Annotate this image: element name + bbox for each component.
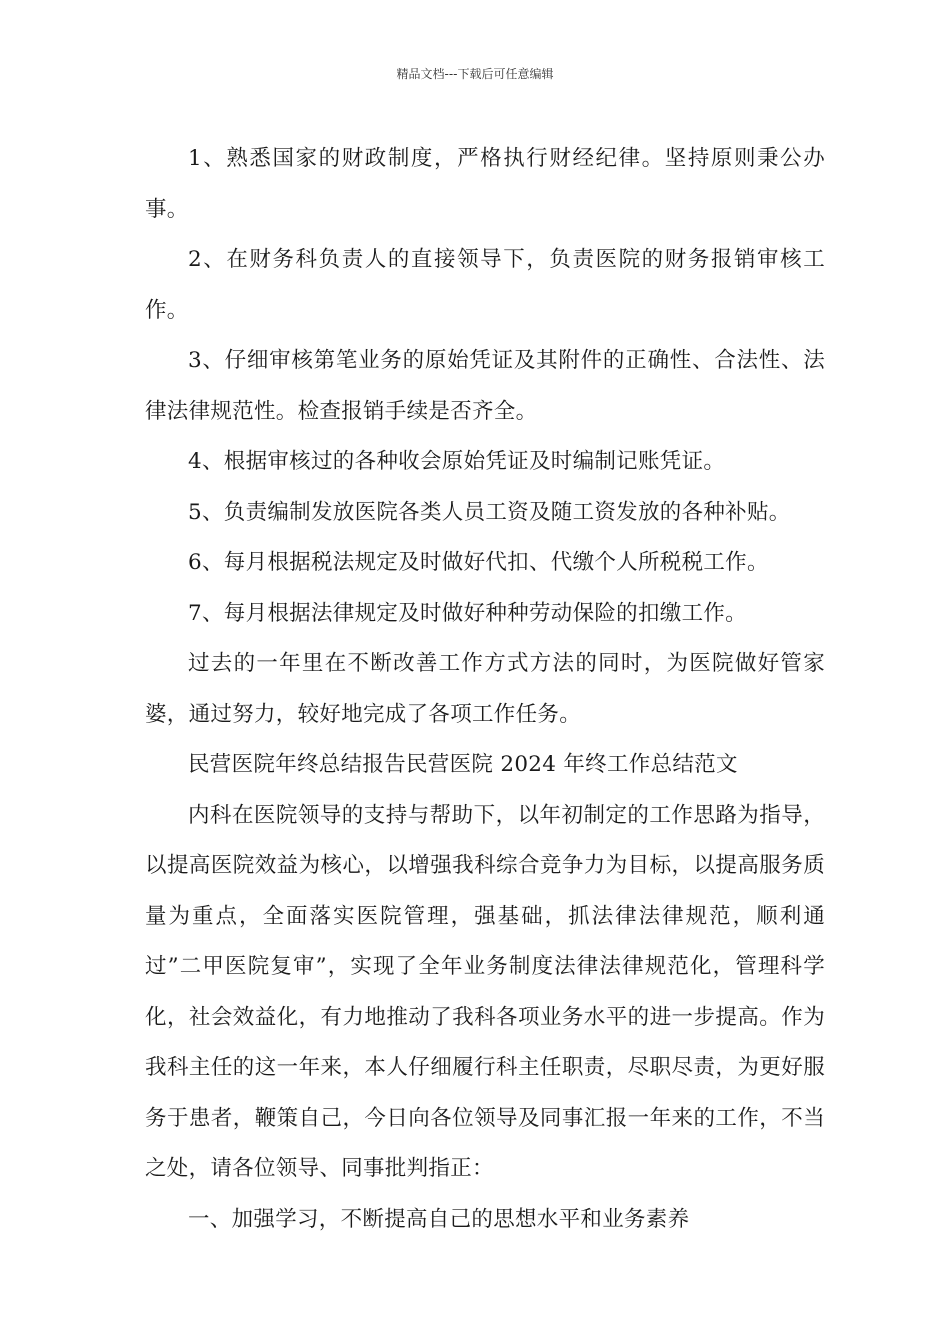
paragraph-duty-7: 7、每月根据法律规定及时做好种种劳动保险的扣缴工作。: [188, 600, 747, 626]
paragraph-duty-5: 5、负责编制发放医院各类人员工资及随工资发放的各种补贴。: [188, 499, 791, 525]
page-header: 精品文档---下载后可任意编辑: [396, 67, 554, 81]
paragraph-intro: 内科在医院领导的支持与帮助下，以年初制定的工作思路为指导，以提高医院效益为核心，以增强我科综合竞争力为目标，以提高服务质量为重点，全面落实医院管理，强基础，抓法律法律规范，顺利通过”二甲医院复审”，实现了全年业务制度法律法律规范化，管理科学化，社会效益化，有力地推动了我科各项业务水平的进一步提高。作为我科主任的这一年来，本人仔细履行科主任职责，尽职尽责，为更好服务于患者，鞭策自己，今日向各位领导及同事汇报一年来的工作，不当之处，请各位领导、同事批判指正：: [145, 802, 825, 1181]
paragraph-duty-6: 6、每月根据税法规定及时做好代扣、代缴个人所税税工作。: [188, 550, 769, 575]
paragraph-summary: 过去的一年里在不断改善工作方式方法的同时，为医院做好管家婆，通过努力，较好地完成了各项工作任务。: [145, 651, 825, 727]
paragraph-duty-4: 4、根据审核过的各种收会原始凭证及时编制记账凭证。: [188, 449, 726, 474]
document-body: [145, 134, 825, 1245]
section-heading-1: 一、加强学习，不断提高自己的思想水平和业务素养: [188, 1206, 690, 1232]
section-title: 民营医院年终总结报告民营医院 2024 年终工作总结范文: [188, 752, 738, 777]
paragraph-duty-3: 3、仔细审核第笔业务的原始凭证及其附件的正确性、合法性、法律法律规范性。检查报销手续是否齐全。: [145, 348, 825, 424]
paragraph-duty-1: 1、熟悉国家的财政制度，严格执行财经纪律。坚持原则秉公办事。: [145, 146, 825, 222]
paragraph-duty-2: 2、在财务科负责人的直接领导下，负责医院的财务报销审核工作。: [145, 247, 825, 323]
